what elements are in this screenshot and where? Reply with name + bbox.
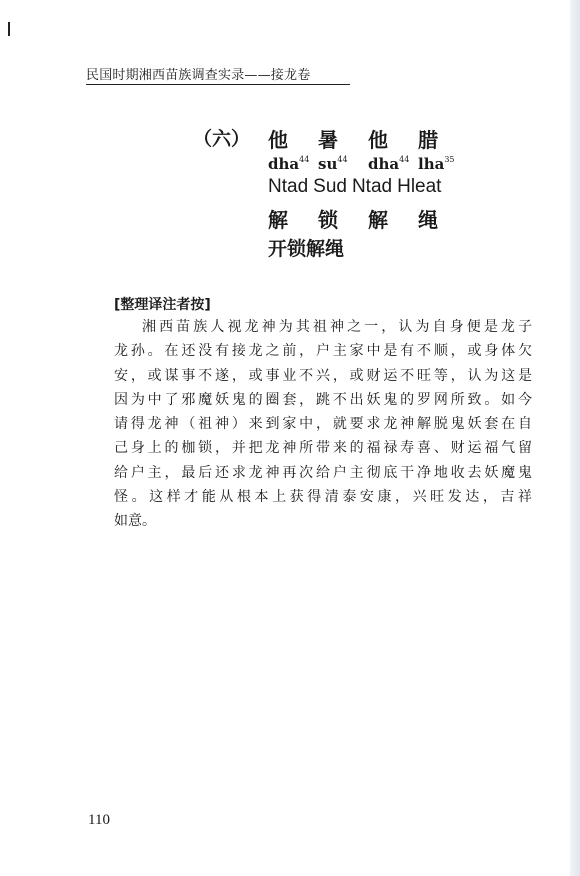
- gloss-row: [268, 204, 468, 233]
- romanized-word: Ntad: [351, 176, 393, 197]
- header-underline: [86, 84, 350, 85]
- gloss-word: 解: [368, 208, 388, 232]
- ipa-word: dha$^{44}$: [368, 155, 410, 173]
- body-line: 怪。这样才能从根本上获得清泰安康，兴旺发达，吉祥: [114, 489, 532, 506]
- body-line: 安，或谋事不遂，或事业不兴，或财运不旺等，认为这是: [114, 367, 532, 384]
- body-line: 如意。: [114, 513, 156, 530]
- body-line: 给户主，最后还求龙神再次给户主彻底干净地收去妖魔鬼: [114, 464, 532, 481]
- ipa-word: $su^{44}$: [318, 155, 348, 173]
- page-edge-shadow: [570, 0, 580, 876]
- gloss-word: 绳: [418, 208, 438, 232]
- body-line: 因为中了邪魔妖鬼的圈套，跳不出妖鬼的罗网所致。如今: [114, 391, 532, 408]
- gloss-word: 解: [268, 208, 288, 232]
- romanized-word: Hleat: [397, 176, 442, 197]
- hanzi-word: 他: [368, 128, 388, 152]
- romanized-word: Sud: [313, 176, 347, 197]
- gloss-word: 锁: [318, 208, 338, 232]
- body-line: 己身上的枷锁，并把龙神所带来的福禄寿喜、财运福气留: [114, 440, 532, 457]
- ipa-word: dha$^{44}$: [268, 155, 310, 173]
- scan-margin-mark: [8, 22, 10, 36]
- body-line: 湘西苗族人视龙神为其祖神之一，认为自身便是龙子: [142, 319, 532, 335]
- tone-number: 44: [299, 155, 310, 164]
- body-line: 龙孙。在还没有接龙之前，户主家中是有不顺，或身体欠: [114, 343, 532, 360]
- running-header: 民国时期湘西苗族调查实录——接龙卷: [86, 68, 311, 83]
- section-translation: 开锁解绳: [268, 238, 345, 260]
- ipa-word: lha$^{35}$: [418, 155, 455, 173]
- miao-hanzi-row: [268, 124, 468, 153]
- tone-number: 35: [444, 155, 455, 164]
- hanzi-word: 暑: [318, 128, 338, 152]
- tone-number: 44: [337, 155, 348, 164]
- hanzi-word: 腊: [418, 128, 438, 152]
- body-line: 请得龙神（祖神）来到家中，就要求龙神解脱鬼妖套在自: [114, 416, 532, 433]
- romanized-word: Ntad: [268, 176, 309, 197]
- hanzi-word: 他: [268, 128, 288, 152]
- page-number: 110: [88, 812, 110, 828]
- tone-number: 44: [399, 155, 410, 164]
- section-number: （六）: [193, 128, 251, 150]
- romanized-row: [268, 176, 446, 198]
- note-body: [114, 315, 532, 534]
- ipa-row: [268, 155, 468, 173]
- note-heading: [整理译注者按]: [114, 297, 211, 313]
